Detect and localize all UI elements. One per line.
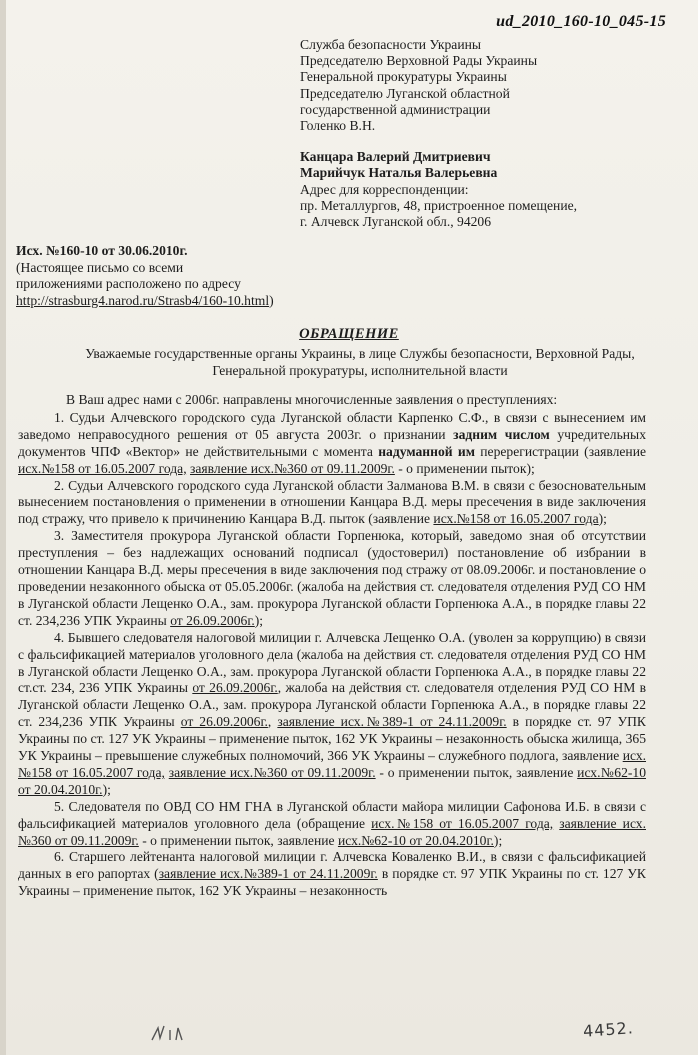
document-body <box>18 392 646 900</box>
salutation: Уважаемые государственные органы Украины, в лице Службы безопасности, Верховной Рады, Генеральной прокуратуры, исполнительной власти <box>85 346 635 378</box>
reference-link: исх.№158 от 16.05.2007 года <box>433 511 599 527</box>
addressee-block <box>300 37 680 230</box>
reference-link: заявление исх.№360 от 09.11.2009г. <box>18 815 646 848</box>
reference-link: исх.№158 от 16.05.2007 года, <box>371 815 554 831</box>
signature-scribble-icon <box>150 1022 190 1044</box>
outgoing-ref: Исх. №160-10 от 30.06.2010г. <box>16 243 188 258</box>
correspondence-label: Адрес для корреспонденции: <box>300 181 469 197</box>
correspondence-address: пр. Металлургов, 48, пристроенное помещение, <box>300 197 578 213</box>
paragraph-5: 5. Следователя по ОВД СО НМ ГНА в Луганской области майора милиции Сафонова И.Б. в связи с фальсификацией материалов уголовного дела (обращение исх.№158 от 16.05.2007 года, заявление исх.№360 от 09.11.2009г. - о применении пыток, заявление исх.№62-10 от 20.04.2010г.); <box>18 798 646 848</box>
reference-link: от 26.09.2006г. <box>180 714 268 730</box>
sender-name: Марийчук Наталья Валерьевна <box>300 165 498 181</box>
reference-link: заявление исх.№389-1 от 24.11.2009г. <box>277 714 507 730</box>
handwritten-number: 4452. <box>582 1018 635 1041</box>
reference-link: исх.№158 от 16.05.2007 года, <box>18 460 187 476</box>
addressee-line: Голенко В.Н. <box>300 118 376 134</box>
outgoing-note: (Настоящее письмо со всеми <box>16 259 184 275</box>
outgoing-reference-block <box>16 243 306 309</box>
correspondence-address: г. Алчевск Луганской обл., 94206 <box>300 214 492 230</box>
paragraph-3: 3. Заместителя прокурора Луганской области Горпенюка, который, заведомо зная об отсутствии преступления – без надлежащих оснований подписал (удостоверил) постановление об избрании в отношении Канцара В.Д. меры пресечения в виде заключения под стражу от 08.09.2006г. и постановление о проведении незаконного обыска от 05.05.2006г. (жалоба на действия ст. следователя отделения РУД СО НМ в Луганской области Лещенко О.А., зам. прокурора Луганской области Горпенюка А.А., в порядке главы 22 ст. 234,236 УПК Украины от 26.09.2006г.); <box>18 528 646 628</box>
document-title: ОБРАЩЕНИЕ <box>299 326 399 342</box>
sender-name: Канцара Валерий Дмитриевич <box>300 149 491 165</box>
outgoing-note: приложениями расположено по адресу <box>16 276 241 291</box>
paragraph-4: 4. Бывшего следователя налоговой милиции г. Алчевска Лещенко О.А. (уволен за коррупцию) в связи с фальсификацией материалов уголовного дела (жалоба на действия ст. следователя отделения РУД СО НМ в Луганской области Лещенко О.А., зам. прокурора Луганской области Горпенюка А.А., в порядке главы 22 ст.ст. 234, 236 УПК Украины от 26.09.2006г., жалоба на действия ст. следователя отделения РУД СО НМ в Луганской области Лещенко О.А., зам. прокурора Луганской области Горпенюка А.А., в порядке главы 22 ст. 234,236 УПК Украины от 26.09.2006г., заявление исх.№389-1 от 24.11.2009г. в порядке ст. 97 УПК Украины по ст. 127 УК Украины – применение пыток, 162 УК Украины – незаконность обыска жилища, 365 УК Украины – превышение служебных полномочий, 366 УК Украины – служебного подлога, заявление исх.№158 от 16.05.2007 года, заявление исх.№360 от 09.11.2009г. - о применении пыток, заявление исх.№62-10 от 20.04.2010г.); <box>18 629 647 797</box>
addressee-line: Председателю Луганской областной <box>300 85 510 101</box>
reference-link: заявление исх.№389-1 от 24.11.2009г. <box>158 866 378 882</box>
document-url-link[interactable]: http://strasburg4.narod.ru/Strasb4/160-10.html <box>16 292 270 308</box>
paragraph-6: 6. Старшего лейтенанта налоговой милиции г. Алчевска Коваленко В.И., в связи с фальсификацией данных в его рапортах (заявление исх.№389-1 от 24.11.2009г. в порядке ст. 97 УПК Украины по ст. 127 УК Украины – применение пыток, 162 УК Украины – незаконность <box>18 849 646 899</box>
page-edge <box>0 0 6 1055</box>
reference-link: исх.№62-10 от 20.04.2010г. <box>18 764 646 797</box>
paragraph-2: 2. Судьи Алчевского городского суда Луганской области Залманова В.М. в связи с безосновательным вынесением постановления о применении в отношении Канцара В.Д. меры пресечения в виде заключения под стражу, что привело к причинению Канцара В.Д. пыток (заявление исх.№158 от 16.05.2007 года); <box>18 477 646 527</box>
reference-link: от 26.09.2006г. <box>170 612 255 628</box>
paragraph-1: 1. Судьи Алчевского городского суда Луганской области Карпенко С.Ф., в связи с вынесением им заведомо неправосудного решения от 05 августа 2003г. о признании задним числом учредительных документов ЧПФ «Вектор» не действительными с момента надуманной им перерегистрации (заявление исх.№158 от 16.05.2007 года, заявление исх.№360 от 09.11.2009г. - о применении пыток); <box>18 409 647 476</box>
closing-paren: ) <box>269 292 274 308</box>
signature-mark <box>150 1022 190 1048</box>
reference-link: заявление исх.№360 от 09.11.2009г. <box>168 764 376 780</box>
document-id: ud_2010_160-10_045-15 <box>496 13 666 30</box>
addressee-line: Председателю Верховной Рады Украины <box>300 53 538 69</box>
reference-link: заявление исх.№360 от 09.11.2009г. <box>190 460 395 476</box>
addressee-line: Генеральной прокуратуры Украины <box>300 69 507 85</box>
reference-link: исх.№62-10 от 20.04.2010г. <box>337 832 494 848</box>
reference-link: от 26.09.2006г. <box>192 680 278 696</box>
reference-link: исх.№158 от 16.05.2007 года, <box>18 748 647 780</box>
addressee-line: государственной администрации <box>300 101 491 117</box>
intro-paragraph: В Ваш адрес нами с 2006г. направлены многочисленные заявления о преступлениях: <box>66 392 558 407</box>
addressee-line: Служба безопасности Украины <box>300 37 481 52</box>
